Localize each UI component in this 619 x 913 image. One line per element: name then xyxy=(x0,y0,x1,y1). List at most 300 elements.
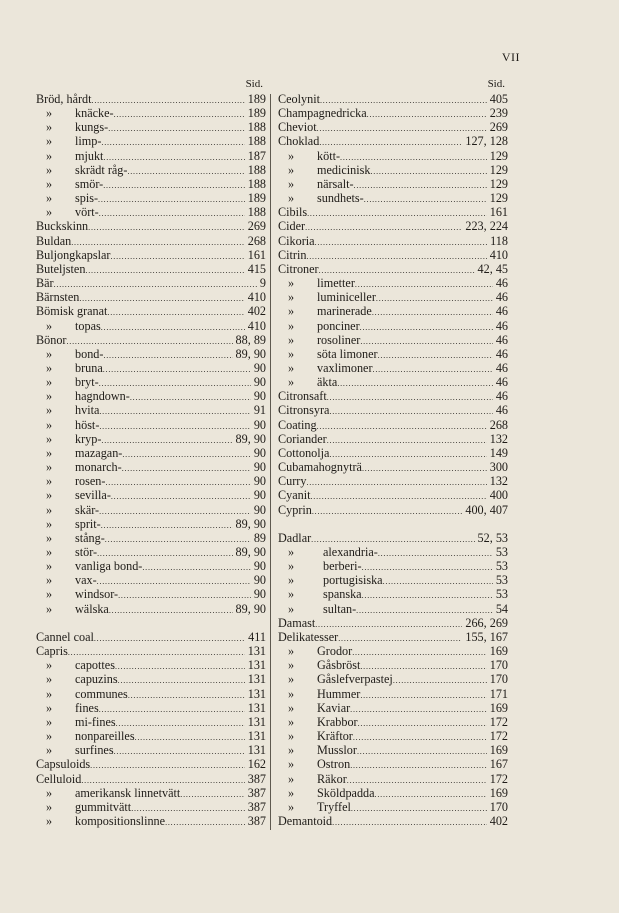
entry-label xyxy=(278,531,311,545)
index-entry xyxy=(278,800,508,814)
entry-label xyxy=(278,234,315,248)
entry-label xyxy=(36,149,103,163)
index-entry xyxy=(36,333,266,347)
entry-term: kungs- xyxy=(75,120,109,135)
entry-pages: 189 xyxy=(247,191,266,206)
ditto-mark-icon: » xyxy=(288,714,295,729)
entry-term: limetter xyxy=(317,276,355,291)
entry-label xyxy=(278,772,347,786)
ditto-mark-icon: » xyxy=(46,559,53,574)
index-entry xyxy=(36,92,266,106)
entry-term: Gåslefverpastej xyxy=(317,672,393,687)
entry-label xyxy=(278,191,364,205)
ditto-mark-icon: » xyxy=(46,714,53,729)
entry-label xyxy=(36,460,122,474)
entry-term: Hummer xyxy=(317,686,361,701)
entry-label xyxy=(278,503,312,517)
entry-pages: 9 xyxy=(259,276,266,291)
entry-label xyxy=(36,531,105,545)
ditto-mark-icon: » xyxy=(46,346,53,361)
entry-term: Cibils xyxy=(278,205,308,220)
entry-pages: 131 xyxy=(247,672,266,687)
entry-label xyxy=(278,729,353,743)
entry-term: Gåsbröst xyxy=(317,658,361,673)
index-gap xyxy=(278,517,508,531)
entry-label xyxy=(36,701,99,715)
index-entry xyxy=(36,120,266,134)
entry-pages: 387 xyxy=(247,813,266,828)
entry-label xyxy=(278,120,317,134)
index-entry xyxy=(36,361,266,375)
ditto-mark-icon: » xyxy=(288,785,295,800)
entry-term: Ceolynit xyxy=(278,92,320,106)
entry-term: Damast xyxy=(278,615,316,630)
index-entry xyxy=(278,446,508,460)
entry-pages: 90 xyxy=(253,488,266,503)
ditto-mark-icon: » xyxy=(46,545,53,559)
index-entry xyxy=(36,715,266,729)
entry-label xyxy=(278,573,383,587)
entry-pages: 170 xyxy=(489,799,508,814)
index-entry xyxy=(278,333,508,347)
ditto-mark-icon: » xyxy=(288,318,295,333)
entry-term: Champagnedricka xyxy=(278,106,367,121)
entry-pages: 90 xyxy=(253,417,266,432)
entry-pages: 90 xyxy=(253,445,266,460)
entry-label xyxy=(36,262,85,276)
ditto-mark-icon: » xyxy=(46,658,53,673)
entry-label xyxy=(278,786,375,800)
index-entry xyxy=(36,219,266,233)
entry-pages: 387 xyxy=(247,771,266,786)
entry-label xyxy=(278,602,356,616)
entry-pages: 169 xyxy=(489,785,508,800)
entry-pages: 188 xyxy=(247,205,266,220)
entry-term: sundhets- xyxy=(317,191,364,206)
entry-pages: 300 xyxy=(489,460,508,475)
entry-term: Coating xyxy=(278,417,317,432)
column-divider xyxy=(270,94,271,830)
ditto-mark-icon: » xyxy=(46,162,53,177)
entry-label xyxy=(36,106,114,120)
entry-pages: 131 xyxy=(247,743,266,758)
entry-label xyxy=(278,262,319,276)
ditto-mark-icon: » xyxy=(288,601,295,616)
ditto-mark-icon: » xyxy=(46,389,53,404)
entry-pages: 188 xyxy=(247,176,266,191)
entry-pages: 46 xyxy=(495,360,508,375)
entry-label xyxy=(278,92,320,106)
index-entry xyxy=(36,191,266,205)
entry-term: kompositionslinne xyxy=(75,813,166,828)
entry-pages: 410 xyxy=(489,247,508,262)
entry-pages: 90 xyxy=(253,587,266,602)
index-entry xyxy=(278,573,508,587)
ditto-mark-icon: » xyxy=(288,375,295,390)
entry-label xyxy=(278,163,370,177)
index-entry xyxy=(36,446,266,460)
index-entry xyxy=(278,149,508,163)
entry-label xyxy=(36,134,101,148)
entry-term: Celluloid xyxy=(36,771,82,786)
entry-pages: 46 xyxy=(495,375,508,390)
entry-label xyxy=(36,800,131,814)
index-entry xyxy=(36,319,266,333)
index-entry xyxy=(36,573,266,587)
entry-label xyxy=(36,772,81,786)
entry-pages: 89 xyxy=(253,530,266,545)
index-entry xyxy=(278,772,508,786)
index-entry xyxy=(278,559,508,573)
entry-label xyxy=(278,587,362,601)
entry-pages: 172 xyxy=(489,714,508,729)
entry-term: Sköldpadda xyxy=(317,785,375,800)
ditto-mark-icon: » xyxy=(46,813,53,828)
entry-pages: 387 xyxy=(247,785,266,800)
entry-term: kryp- xyxy=(75,431,102,446)
entry-label xyxy=(36,545,97,559)
entry-term: Cannel coal xyxy=(36,629,94,644)
index-entry xyxy=(278,276,508,290)
ditto-mark-icon: » xyxy=(46,176,53,191)
entry-pages: 269 xyxy=(489,120,508,135)
entry-label xyxy=(278,616,315,630)
entry-label xyxy=(278,347,378,361)
entry-term: sultan- xyxy=(323,601,357,616)
entry-term: Cyprin xyxy=(278,502,312,517)
entry-pages: 42, 45 xyxy=(477,261,508,276)
index-entry xyxy=(278,262,508,276)
entry-label xyxy=(36,304,107,318)
entry-pages: 46 xyxy=(495,403,508,418)
entry-term: rosen- xyxy=(75,474,106,489)
entry-term: Cyanit xyxy=(278,488,311,503)
entry-term: spanska xyxy=(323,587,362,602)
index-entry xyxy=(36,290,266,304)
entry-label xyxy=(278,672,393,686)
entry-label xyxy=(278,418,317,432)
ditto-mark-icon: » xyxy=(46,431,53,446)
entry-label xyxy=(36,319,101,333)
index-entry xyxy=(36,503,266,517)
entry-term: Grodor xyxy=(317,644,353,659)
entry-pages: 89, 90 xyxy=(235,346,266,361)
entry-term: Räkor xyxy=(317,771,347,786)
index-entry xyxy=(36,757,266,771)
entry-term: närsalt- xyxy=(317,176,354,191)
index-entry xyxy=(278,729,508,743)
entry-label xyxy=(278,814,332,828)
index-entry xyxy=(36,488,266,502)
entry-term: bruna xyxy=(75,360,103,375)
ditto-mark-icon: » xyxy=(46,530,53,545)
ditto-mark-icon: » xyxy=(46,417,53,432)
index-entry xyxy=(36,602,266,616)
entry-pages: 54 xyxy=(495,601,508,616)
entry-term: surfines xyxy=(75,743,114,758)
leader-dots xyxy=(109,602,233,618)
entry-term: Kräftor xyxy=(317,729,353,744)
entry-pages: 89, 90 xyxy=(235,431,266,446)
entry-term: Demantoid xyxy=(278,813,333,828)
entry-label xyxy=(278,177,354,191)
ditto-mark-icon: » xyxy=(46,134,53,149)
entry-label xyxy=(36,389,130,403)
entry-term: vanliga bond- xyxy=(75,559,143,574)
entry-pages: 90 xyxy=(253,573,266,588)
entry-label xyxy=(36,587,118,601)
entry-term: Ostron xyxy=(317,757,351,772)
index-entry xyxy=(278,191,508,205)
ditto-mark-icon: » xyxy=(288,148,295,163)
entry-label xyxy=(278,743,357,757)
entry-term: vört- xyxy=(75,205,99,220)
index-entry xyxy=(278,630,508,644)
entry-label xyxy=(36,757,90,771)
entry-term: rosoliner xyxy=(317,332,361,347)
entry-term: Buteljsten xyxy=(36,261,86,276)
entry-pages: 162 xyxy=(247,757,266,772)
entry-pages: 402 xyxy=(489,813,508,828)
ditto-mark-icon: » xyxy=(46,205,53,220)
entry-label xyxy=(36,219,88,233)
index-entry xyxy=(278,616,508,630)
entry-term: Bärnsten xyxy=(36,290,80,305)
ditto-mark-icon: » xyxy=(46,460,53,475)
entry-term: Buljongkapslar xyxy=(36,247,111,262)
entry-label xyxy=(36,814,165,828)
entry-pages: 46 xyxy=(495,290,508,305)
index-entry xyxy=(36,687,266,701)
entry-pages: 239 xyxy=(489,106,508,121)
index-entry xyxy=(278,177,508,191)
index-entry xyxy=(36,276,266,290)
entry-pages: 53 xyxy=(495,545,508,559)
entry-term: sprit- xyxy=(75,516,101,531)
entry-term: Capris xyxy=(36,644,68,659)
entry-term: capuzins xyxy=(75,672,118,687)
entry-pages: 53 xyxy=(495,559,508,574)
index-entry xyxy=(278,644,508,658)
ditto-mark-icon: » xyxy=(288,700,295,715)
ditto-mark-icon: » xyxy=(46,516,53,531)
entry-pages: 387 xyxy=(247,799,266,814)
ditto-mark-icon: » xyxy=(46,502,53,517)
index-entry xyxy=(36,800,266,814)
index-entry xyxy=(278,786,508,800)
entry-label xyxy=(278,134,319,148)
index-entry xyxy=(278,120,508,134)
entry-pages: 53 xyxy=(495,573,508,588)
entry-label xyxy=(36,347,103,361)
entry-pages: 189 xyxy=(247,92,266,106)
index-gap xyxy=(36,616,266,630)
entry-label xyxy=(36,602,109,616)
entry-term: Kaviar xyxy=(317,700,351,715)
entry-term: stång- xyxy=(75,530,105,545)
ditto-mark-icon: » xyxy=(288,191,295,206)
index-entry xyxy=(278,757,508,771)
sid-header-right: Sid. xyxy=(487,78,505,90)
index-entry xyxy=(278,234,508,248)
entry-term: mazagan- xyxy=(75,445,123,460)
ditto-mark-icon: » xyxy=(288,346,295,361)
entry-label xyxy=(36,333,66,347)
index-entry xyxy=(36,163,266,177)
entry-label xyxy=(36,488,111,502)
ditto-mark-icon: » xyxy=(288,332,295,347)
entry-label xyxy=(278,389,327,403)
entry-term: Buckskinn xyxy=(36,219,89,234)
entry-label xyxy=(278,248,306,262)
entry-term: Bär xyxy=(36,276,54,291)
index-entry xyxy=(278,418,508,432)
ditto-mark-icon: » xyxy=(46,587,53,602)
entry-label xyxy=(278,361,373,375)
entry-label xyxy=(36,205,99,219)
entry-pages: 411 xyxy=(248,629,266,644)
entry-label xyxy=(36,559,142,573)
ditto-mark-icon: » xyxy=(288,757,295,772)
entry-label xyxy=(278,333,360,347)
index-entry xyxy=(36,205,266,219)
entry-term: Krabbor xyxy=(317,714,358,729)
entry-label xyxy=(278,460,362,474)
entry-pages: 161 xyxy=(489,205,508,220)
ditto-mark-icon: » xyxy=(46,573,53,588)
entry-label xyxy=(278,701,350,715)
entry-pages: 90 xyxy=(253,502,266,517)
entry-label xyxy=(36,715,116,729)
ditto-mark-icon: » xyxy=(46,474,53,489)
entry-pages: 131 xyxy=(247,714,266,729)
entry-pages: 171 xyxy=(489,686,508,701)
entry-term: wälska xyxy=(75,601,109,616)
entry-pages: 89, 90 xyxy=(235,601,266,616)
entry-term: Citrin xyxy=(278,247,307,262)
index-entry xyxy=(278,92,508,106)
entry-term: mjukt xyxy=(75,148,104,163)
ditto-mark-icon: » xyxy=(46,403,53,418)
entry-pages: 189 xyxy=(247,106,266,121)
ditto-mark-icon: » xyxy=(46,799,53,814)
entry-pages: 129 xyxy=(489,162,508,177)
entry-label xyxy=(278,276,355,290)
index-entry xyxy=(278,347,508,361)
entry-term: Citroner xyxy=(278,261,319,276)
index-entry xyxy=(278,361,508,375)
index-entry xyxy=(278,319,508,333)
entry-label xyxy=(36,361,103,375)
entry-label xyxy=(36,418,99,432)
entry-label xyxy=(278,403,329,417)
entry-pages: 131 xyxy=(247,686,266,701)
index-entry xyxy=(36,531,266,545)
entry-label xyxy=(278,545,378,559)
index-entry xyxy=(278,248,508,262)
ditto-mark-icon: » xyxy=(46,445,53,460)
entry-pages: 268 xyxy=(247,233,266,248)
entry-label xyxy=(278,106,367,120)
entry-label xyxy=(278,446,329,460)
index-entry xyxy=(278,672,508,686)
entry-pages: 187 xyxy=(247,148,266,163)
entry-pages: 268 xyxy=(489,417,508,432)
entry-term: medicinisk xyxy=(317,162,371,177)
entry-term: Delikatesser xyxy=(278,629,339,644)
ditto-mark-icon: » xyxy=(46,743,53,758)
entry-pages: 169 xyxy=(489,644,508,659)
entry-term: portugisiska xyxy=(323,573,383,588)
entry-label xyxy=(36,743,114,757)
entry-term: Cottonolja xyxy=(278,445,330,460)
entry-term: alexandria- xyxy=(323,545,378,559)
index-entry xyxy=(36,177,266,191)
entry-pages: 188 xyxy=(247,120,266,135)
entry-pages: 188 xyxy=(247,134,266,149)
entry-label xyxy=(36,403,99,417)
index-entry xyxy=(36,729,266,743)
entry-label xyxy=(278,559,362,573)
index-entry xyxy=(278,304,508,318)
ditto-mark-icon: » xyxy=(46,672,53,687)
ditto-mark-icon: » xyxy=(288,162,295,177)
entry-pages: 46 xyxy=(495,346,508,361)
entry-label xyxy=(278,304,372,318)
entry-label xyxy=(278,375,337,389)
leader-dots xyxy=(332,814,487,830)
index-entry xyxy=(278,531,508,545)
index-entry xyxy=(278,743,508,757)
ditto-mark-icon: » xyxy=(288,686,295,701)
ditto-mark-icon: » xyxy=(46,488,53,503)
entry-pages: 161 xyxy=(247,247,266,262)
index-entry xyxy=(36,304,266,318)
index-entry xyxy=(36,149,266,163)
entry-term: luminiceller xyxy=(317,290,376,305)
entry-pages: 90 xyxy=(253,389,266,404)
ditto-mark-icon: » xyxy=(46,700,53,715)
ditto-mark-icon: » xyxy=(288,771,295,786)
index-entry xyxy=(278,602,508,616)
index-entry xyxy=(278,503,508,517)
entry-term: fines xyxy=(75,700,99,715)
index-entry xyxy=(36,559,266,573)
entry-label xyxy=(36,658,115,672)
entry-label xyxy=(36,92,92,106)
entry-pages: 89, 90 xyxy=(235,545,266,559)
entry-term: Citronsyra xyxy=(278,403,330,418)
entry-term: hagndown- xyxy=(75,389,130,404)
index-entry xyxy=(36,545,266,559)
entry-pages: 88, 89 xyxy=(235,332,266,347)
index-entry xyxy=(36,262,266,276)
index-entry xyxy=(36,134,266,148)
entry-term: Choklad xyxy=(278,134,320,149)
ditto-mark-icon: » xyxy=(46,601,53,616)
entry-pages: 89, 90 xyxy=(235,516,266,531)
index-entry xyxy=(36,375,266,389)
index-entry xyxy=(36,248,266,262)
entry-pages: 129 xyxy=(489,148,508,163)
index-entry xyxy=(36,517,266,531)
index-entry xyxy=(36,389,266,403)
entry-term: ponciner xyxy=(317,318,360,333)
entry-label xyxy=(36,630,94,644)
index-entry xyxy=(36,347,266,361)
entry-pages: 169 xyxy=(489,700,508,715)
entry-term: spis- xyxy=(75,191,99,206)
